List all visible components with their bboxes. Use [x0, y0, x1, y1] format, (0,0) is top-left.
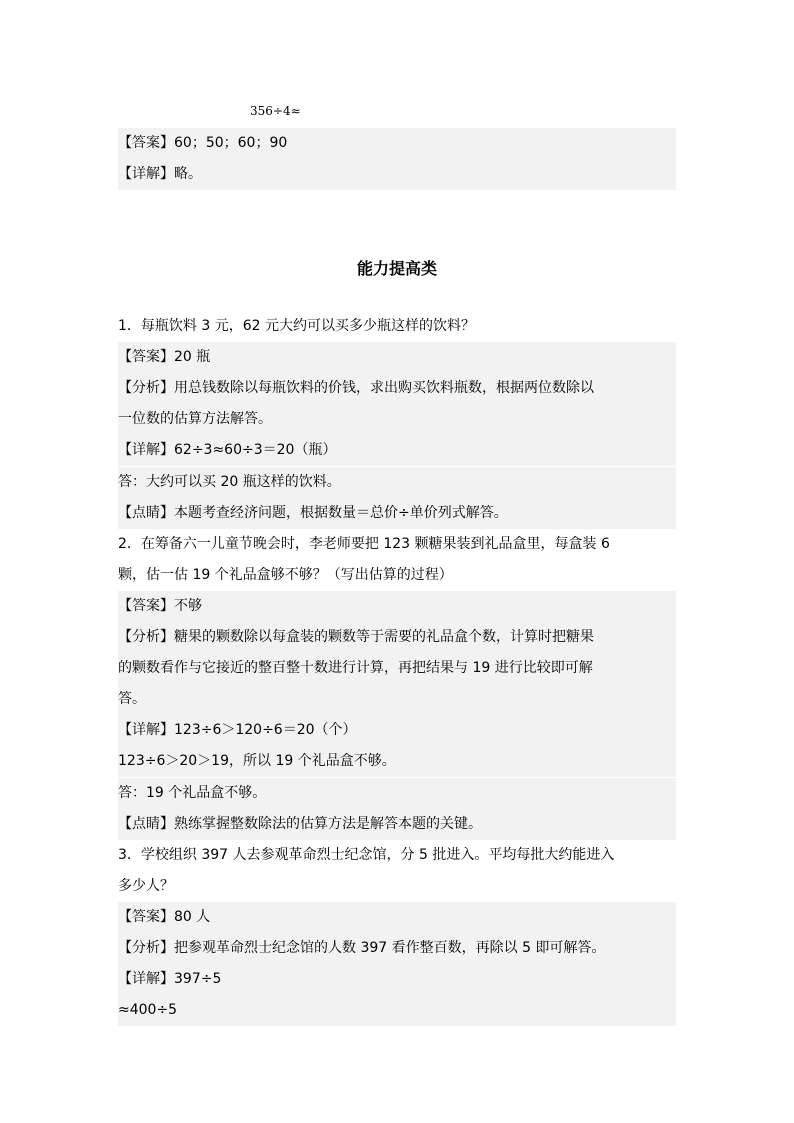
formula-line: 356÷4≈ — [250, 104, 301, 118]
solution-line: 【点睛】本题考查经济问题，根据数量＝总价÷单价列式解答。 — [118, 498, 676, 529]
solution-line: 【答案】不够 — [118, 591, 676, 622]
section-title: 能力提高类 — [356, 259, 437, 278]
solution-line: 【答案】80 人 — [118, 902, 676, 933]
solution-line: 一位数的估算方法解答。 — [118, 404, 676, 435]
solution-line: 【点睛】熟练掌握整数除法的估算方法是解答本题的关键。 — [118, 809, 676, 840]
solution-line: 答：大约可以买 20 瓶这样的饮料。 — [118, 467, 676, 498]
solution-line: 的颗数看作与它接近的整百整十数进行计算，再把结果与 19 进行比较即可解 — [118, 653, 676, 684]
solution-line: 【分析】把参观革命烈士纪念馆的人数 397 看作整百数，再除以 5 即可解答。 — [118, 933, 676, 964]
question-line: 3．学校组织 397 人去参观革命烈士纪念馆，分 5 批进入。平均每批大约能进入 — [118, 846, 615, 863]
solution-line: 【答案】20 瓶 — [118, 342, 676, 373]
solution-line: ≈400÷5 — [118, 995, 676, 1026]
solution-line: 【详解】397÷5 — [118, 964, 676, 995]
solution-line: 【分析】用总钱数除以每瓶饮料的价钱，求出购买饮料瓶数，根据两位数除以 — [118, 373, 676, 404]
question-line: 多少人？ — [118, 877, 174, 894]
answer-line: 【答案】60；50；60；90 — [118, 128, 676, 159]
question-line: 颗，估一估 19 个礼品盒够不够？（写出估算的过程） — [118, 566, 453, 583]
solution-line: 123÷6＞20＞19，所以 19 个礼品盒不够。 — [118, 746, 676, 777]
solution-line: 答：19 个礼品盒不够。 — [118, 778, 676, 809]
solution-line: 【分析】糖果的颗数除以每盒装的颗数等于需要的礼品盒个数，计算时把糖果 — [118, 622, 676, 653]
solution-line: 答。 — [118, 684, 676, 715]
solution-line: 【详解】62÷3≈60÷3＝20（瓶） — [118, 435, 676, 466]
solution-line: 【详解】123÷6＞120÷6＝20（个） — [118, 715, 676, 746]
question-line: 1．每瓶饮料 3 元，62 元大约可以买多少瓶这样的饮料？ — [118, 318, 475, 334]
detail-line: 【详解】略。 — [118, 159, 676, 190]
question-line: 2．在筹备六一儿童节晚会时，李老师要把 123 颗糖果装到礼品盒里，每盒装 6 — [118, 535, 610, 552]
